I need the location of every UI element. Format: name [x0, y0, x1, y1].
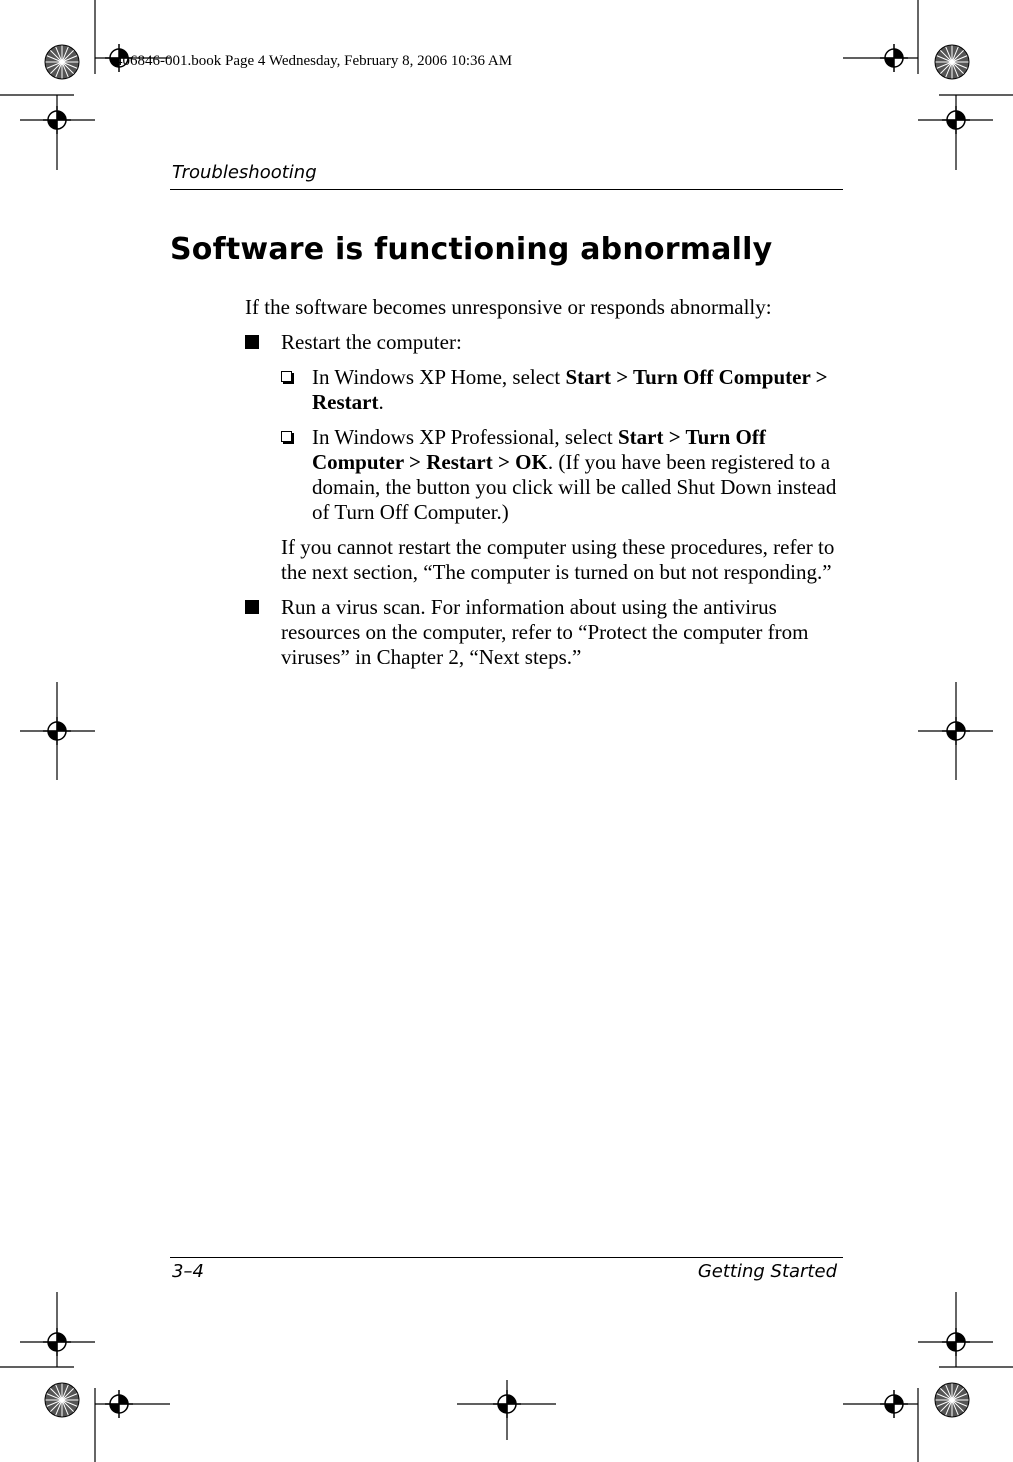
list-item-text: Run a virus scan. For information about using the antivirus resources on the computer, refer to “Protect the computer from viruses” in Chapter 2, “Next steps.” — [281, 595, 809, 669]
intro-paragraph: If the software becomes unresponsive or responds abnormally: — [245, 295, 772, 319]
menu-path: Start > Turn Off Computer > Restart > OK — [312, 425, 766, 474]
list-item — [245, 595, 845, 670]
list-item-text: Restart the computer: — [281, 330, 462, 354]
checkbox-bullet-icon — [281, 431, 292, 442]
sub-item-prefix: In Windows XP Professional, select — [312, 425, 618, 449]
sub-item-suffix: . (If you have been registered to a domain, the button you click will be called Shut Down instead of Turn Off Computer.) — [312, 450, 837, 524]
square-bullet-icon — [245, 600, 259, 614]
list-item — [245, 330, 845, 585]
troubleshooting-steps — [245, 330, 845, 680]
sub-list — [281, 365, 845, 525]
running-header: Troubleshooting — [172, 162, 317, 183]
sub-list-item — [281, 365, 845, 415]
followup-paragraph: If you cannot restart the computer using these procedures, refer to the next section, “The computer is turned on but not responding.” — [281, 535, 835, 584]
section-title: Software is functioning abnormally — [170, 232, 773, 267]
checkbox-bullet-icon — [281, 371, 292, 382]
footer-divider — [170, 1257, 843, 1258]
page-number: 3–4 — [172, 1261, 204, 1282]
print-slug: 406846-001.book Page 4 Wednesday, February 8, 2006 10:36 AM — [115, 53, 513, 69]
sub-item-prefix: In Windows XP Home, select — [312, 365, 566, 389]
square-bullet-icon — [245, 335, 259, 349]
sub-list-item — [281, 425, 845, 525]
sub-item-suffix: . — [378, 390, 384, 414]
header-divider — [170, 189, 843, 190]
book-title: Getting Started — [697, 1261, 837, 1282]
menu-path: Start > Turn Off Computer > Restart — [312, 365, 828, 414]
